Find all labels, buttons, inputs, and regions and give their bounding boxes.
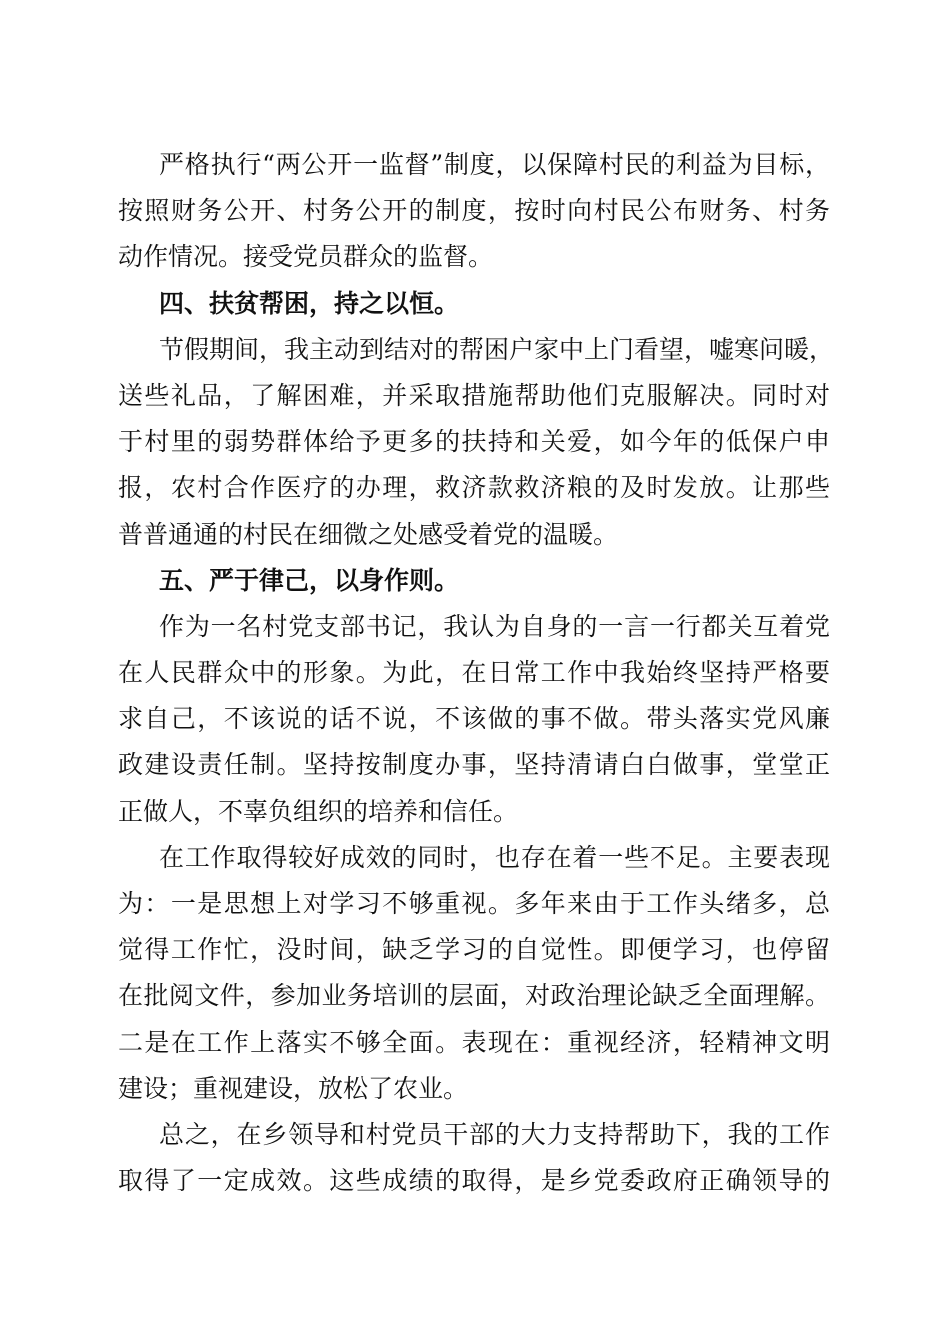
paragraph-line: 政建设责任制。坚持按制度办事，坚持清请白白做事，堂堂正: [118, 750, 830, 780]
paragraph-line: 二是在工作上落实不够全面。表现在：重视经济，轻精神文明: [118, 1027, 830, 1057]
paragraph-line: 求自己，不该说的话不说，不该做的事不做。带头落实党风廉: [118, 704, 830, 734]
paragraph-line: 为：一是思想上对学习不够重视。多年来由于工作头绪多，总: [118, 889, 830, 918]
paragraph-line: 于村里的弱势群体给予更多的扶持和关爱，如今年的低保户申: [118, 427, 830, 457]
paragraph-line: 正做人，不辜负组织的培养和信任。: [118, 796, 519, 826]
paragraph-line: 取得了一定成效。这些成绩的取得，是乡党委政府正确领导的: [118, 1166, 830, 1196]
section-heading: 四、扶贫帮困，持之以恒。: [159, 288, 460, 318]
paragraph-line: 总之，在乡领导和村党员干部的大力支持帮助下，我的工作: [159, 1119, 830, 1149]
paragraph-line: 作为一名村党支部书记，我认为自身的一言一行都关互着党: [159, 611, 830, 641]
section-heading: 五、严于律己，以身作则。: [159, 565, 460, 595]
paragraph-line: 报，农村合作医疗的办理，救济款救济粮的及时发放。让那些: [118, 473, 830, 503]
paragraph-line: 送些礼品，了解困难，并采取措施帮助他们克服解决。同时对: [118, 380, 830, 410]
paragraph-line: 严格执行“两公开一监督”制度，以保障村民的利益为目标，: [159, 150, 830, 179]
paragraph-line: 在人民群众中的形象。为此，在日常工作中我始终坚持严格要: [118, 658, 830, 688]
paragraph-line: 节假期间，我主动到结对的帮困户家中上门看望，嘘寒问暖，: [159, 334, 835, 364]
paragraph-line: 觉得工作忙，没时间，缺乏学习的自觉性。即便学习，也停留: [118, 935, 830, 965]
paragraph-line: 在批阅文件，参加业务培训的层面，对政治理论缺乏全面理解。: [118, 981, 830, 1011]
paragraph-line: 普普通通的村民在细微之处感受着党的温暖。: [118, 519, 619, 549]
paragraph-line: 动作情况。接受党员群众的监督。: [118, 242, 494, 272]
paragraph-line: 建设；重视建设，放松了农业。: [118, 1073, 469, 1103]
document-body: [118, 142, 835, 1204]
paragraph-line: 在工作取得较好成效的同时，也存在着一些不足。主要表现: [159, 842, 830, 872]
paragraph-line: 按照财务公开、村务公开的制度，按时向村民公布财务、村务: [118, 196, 830, 226]
